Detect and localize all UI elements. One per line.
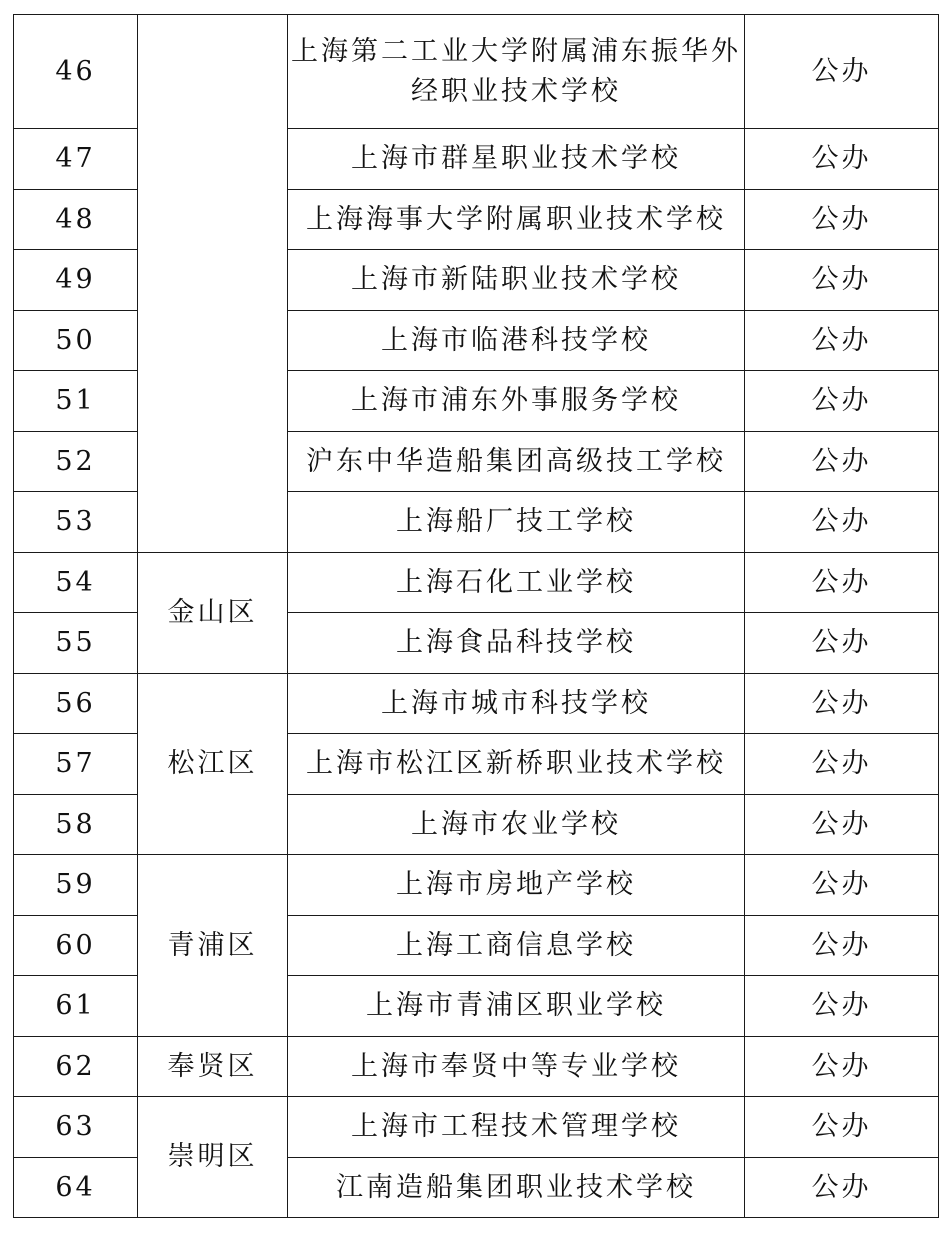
school-type: 公办 [745,129,939,190]
table-row [14,673,939,734]
row-number: 50 [14,310,138,371]
table-row [14,1097,939,1158]
school-type: 公办 [745,915,939,976]
row-number: 60 [14,915,138,976]
district-cell: 松江区 [138,673,288,855]
row-number: 54 [14,552,138,613]
school-table [13,14,939,1218]
school-type: 公办 [745,431,939,492]
school-type: 公办 [745,1036,939,1097]
school-type: 公办 [745,1097,939,1158]
school-type: 公办 [745,250,939,311]
school-type: 公办 [745,613,939,674]
school-name: 上海市松江区新桥职业技术学校 [288,734,745,795]
school-type: 公办 [745,15,939,129]
row-number: 59 [14,855,138,916]
table-row [14,855,939,916]
row-number: 46 [14,15,138,129]
district-cell: 青浦区 [138,855,288,1037]
school-type: 公办 [745,734,939,795]
school-name: 上海市房地产学校 [288,855,745,916]
school-type: 公办 [745,189,939,250]
school-type: 公办 [745,855,939,916]
school-name: 上海市奉贤中等专业学校 [288,1036,745,1097]
row-number: 53 [14,492,138,553]
row-number: 61 [14,976,138,1037]
school-name: 上海石化工业学校 [288,552,745,613]
school-type: 公办 [745,310,939,371]
table-row [14,15,939,129]
school-type: 公办 [745,371,939,432]
school-type: 公办 [745,552,939,613]
table-row [14,1036,939,1097]
school-name: 上海船厂技工学校 [288,492,745,553]
row-number: 64 [14,1157,138,1218]
district-cell [138,15,288,553]
school-name: 上海海事大学附属职业技术学校 [288,189,745,250]
school-type: 公办 [745,492,939,553]
row-number: 63 [14,1097,138,1158]
school-name: 上海市临港科技学校 [288,310,745,371]
district-cell: 崇明区 [138,1097,288,1218]
row-number: 48 [14,189,138,250]
school-name: 上海市青浦区职业学校 [288,976,745,1037]
school-name: 上海市工程技术管理学校 [288,1097,745,1158]
row-number: 62 [14,1036,138,1097]
row-number: 52 [14,431,138,492]
school-name: 上海食品科技学校 [288,613,745,674]
table-row [14,552,939,613]
row-number: 49 [14,250,138,311]
school-name: 上海市新陆职业技术学校 [288,250,745,311]
school-name: 上海市群星职业技术学校 [288,129,745,190]
district-cell: 奉贤区 [138,1036,288,1097]
school-name: 上海市农业学校 [288,794,745,855]
row-number: 57 [14,734,138,795]
school-name: 沪东中华造船集团高级技工学校 [288,431,745,492]
school-type: 公办 [745,976,939,1037]
school-name: 上海市浦东外事服务学校 [288,371,745,432]
school-name: 上海工商信息学校 [288,915,745,976]
row-number: 51 [14,371,138,432]
school-type: 公办 [745,1157,939,1218]
school-type: 公办 [745,673,939,734]
school-name: 江南造船集团职业技术学校 [288,1157,745,1218]
row-number: 47 [14,129,138,190]
district-cell: 金山区 [138,552,288,673]
row-number: 55 [14,613,138,674]
row-number: 56 [14,673,138,734]
school-name: 上海市城市科技学校 [288,673,745,734]
school-type: 公办 [745,794,939,855]
row-number: 58 [14,794,138,855]
school-name: 上海第二工业大学附属浦东振华外经职业技术学校 [288,15,745,129]
